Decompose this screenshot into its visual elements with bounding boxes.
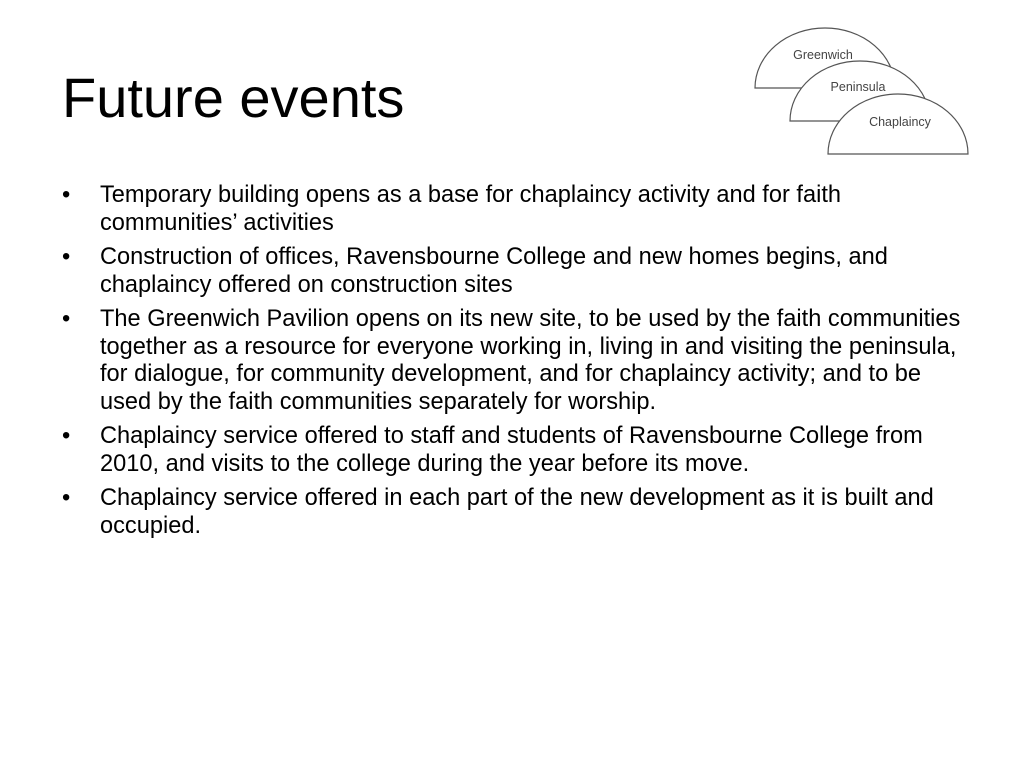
bullet-text: Temporary building opens as a base for chaplaincy activity and for faith communities’ activities xyxy=(100,182,841,236)
bullet-text: The Greenwich Pavilion opens on its new site, to be used by the faith communities together as a resource for everyone working in, living in and visiting the peninsula, for dialogue, for community development, and for chaplaincy activity; and to be used by the faith communities separately for worship. xyxy=(100,306,961,415)
bullet-dot: • xyxy=(62,244,71,270)
bullet-dot: • xyxy=(62,485,71,511)
slide-title: Future events xyxy=(62,66,405,129)
bullet-text: Chaplaincy service offered in each part of the new development as it is built and occupied. xyxy=(100,485,934,539)
bullet-text: Construction of offices, Ravensbourne College and new homes begins, and chaplaincy offered on construction sites xyxy=(100,244,888,298)
bullet-dot: • xyxy=(62,306,71,332)
bullet-dot: • xyxy=(62,423,71,449)
greenwich-peninsula-chaplaincy-logo xyxy=(750,26,972,158)
bullet-item xyxy=(62,244,970,299)
bullet-list xyxy=(62,182,970,547)
logo-word-peninsula: Peninsula xyxy=(830,80,886,94)
bullet-item xyxy=(62,182,970,237)
bullet-text: Chaplaincy service offered to staff and students of Ravensbourne College from 2010, and visits to the college during the year before its move. xyxy=(100,423,923,477)
bullet-item xyxy=(62,485,970,540)
bullet-item xyxy=(62,306,970,416)
bullet-dot: • xyxy=(62,182,71,208)
logo-word-greenwich: Greenwich xyxy=(793,48,853,62)
bullet-item xyxy=(62,423,970,478)
logo-word-chaplaincy: Chaplaincy xyxy=(869,115,931,129)
